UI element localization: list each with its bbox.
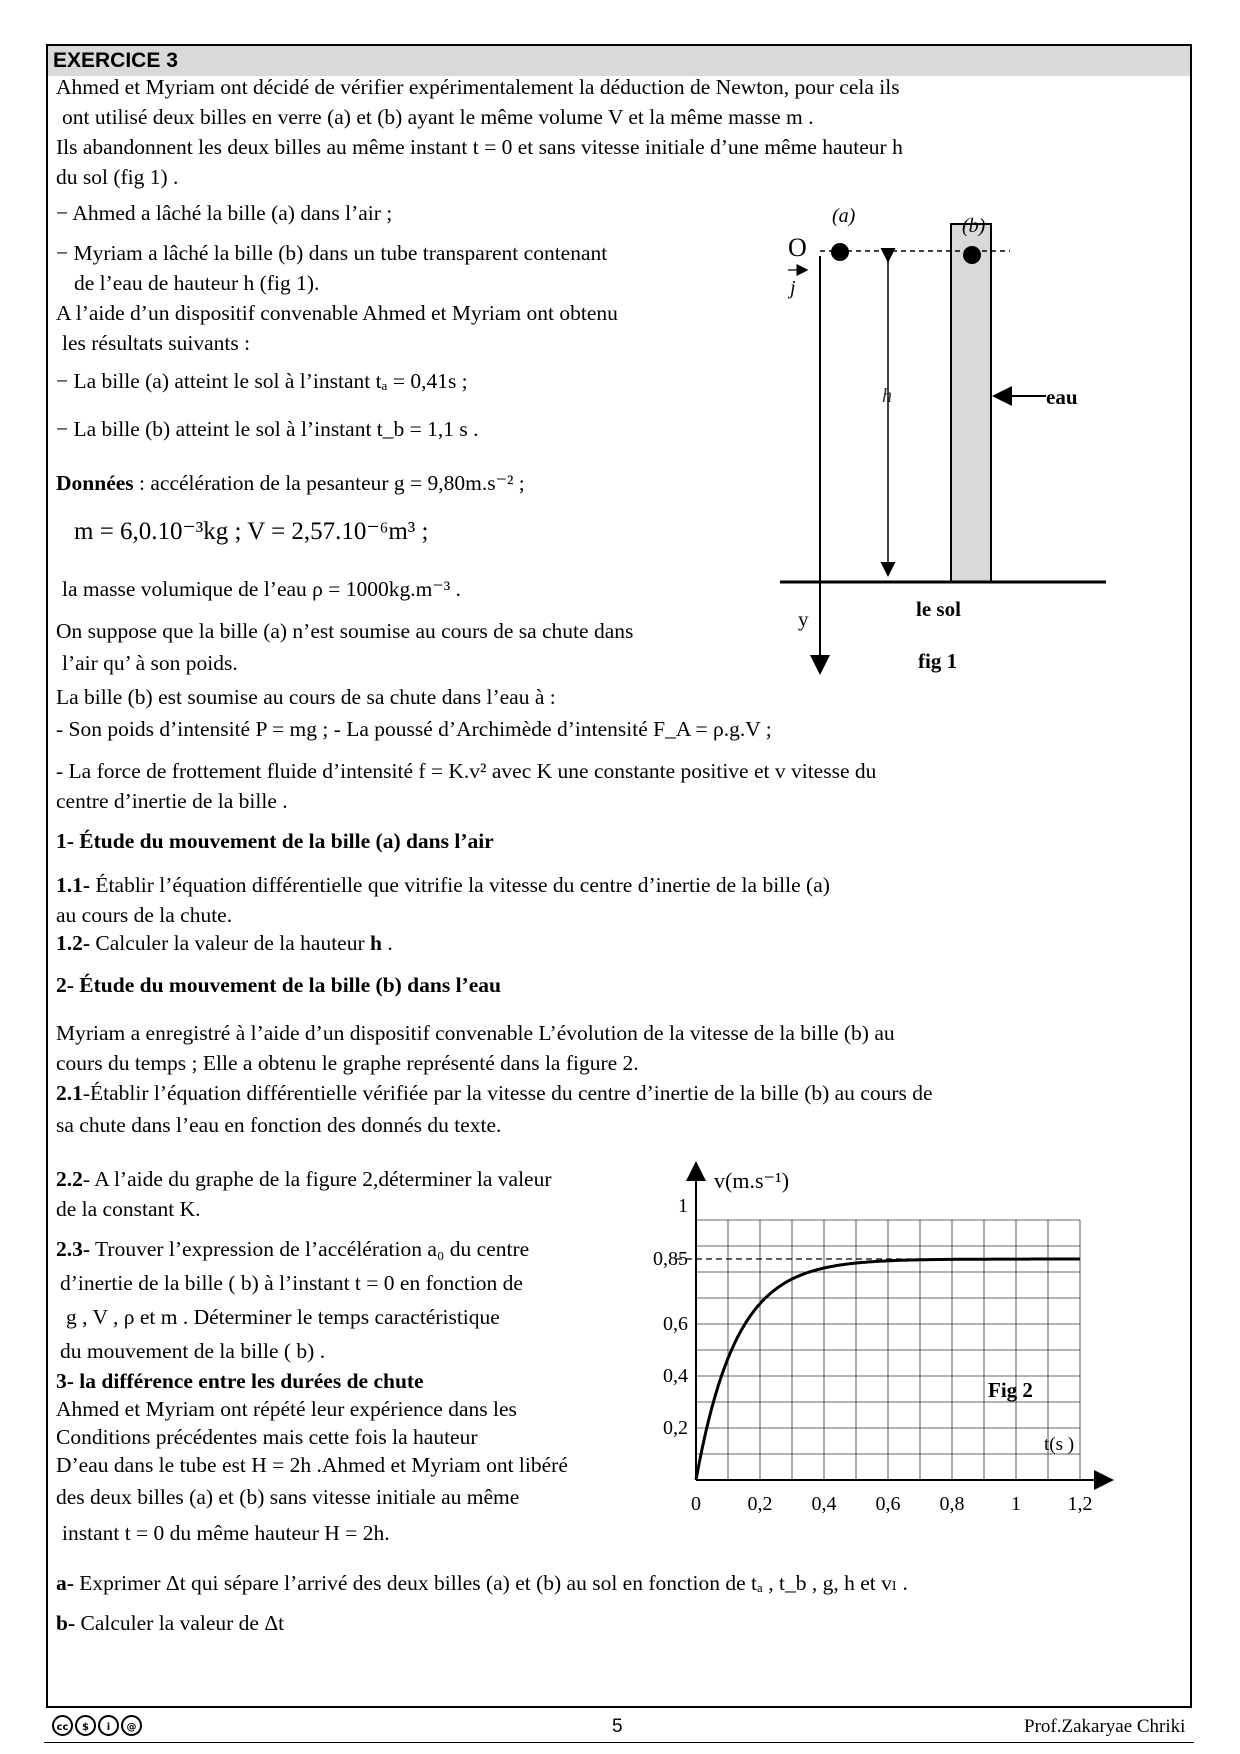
data-rho: la masse volumique de l’eau ρ = 1000kg.m⁻³ . — [62, 577, 461, 601]
q-1-1-line-1 — [56, 872, 830, 899]
section-1-title: 1- Étude du mouvement de la bille (a) dans l’air — [56, 829, 494, 853]
y-tick-label: 0,4 — [663, 1365, 688, 1387]
q-2-1-number: 2.1 — [56, 1081, 83, 1105]
q-2-2-line-1 — [56, 1166, 552, 1193]
intro-line-2: ont utilisé deux billes en verre (a) et (b) ayant le même volume V et la même masse m . — [62, 105, 814, 129]
nc-icon: $ — [75, 1715, 96, 1736]
q-3-a — [56, 1570, 908, 1597]
data-g-text: : accélération de la pesanteur g = 9,80m.s⁻² ; — [133, 471, 525, 495]
water-tube — [951, 224, 991, 582]
section-3-para-5: instant t = 0 du même hauteur H = 2h. — [62, 1521, 390, 1545]
y-axis-label: v(m.s⁻¹) — [714, 1168, 790, 1193]
hyp-line-6: centre d’inertie de la bille . — [56, 789, 288, 813]
q-1-2-end: . — [381, 931, 393, 955]
q-1-1-text: Établir l’équation différentielle que vitrifie la vitesse du centre d’inertie de la bille (a) — [90, 873, 830, 897]
ball-b-label: (b) — [962, 215, 986, 237]
hyp-line-1: On suppose que la bille (a) n’est soumise au cours de sa chute dans — [56, 619, 634, 643]
q-3-a-text: Exprimer Δt qui sépare l’arrivé des deux billes (a) et (b) au sol en fonction de tₐ , t_b , g, h et vₗ . — [73, 1571, 908, 1595]
q-2-3-line-2: d’inertie de la bille ( b) à l’instant t = 0 en fonction de — [60, 1271, 523, 1295]
q-2-3-line-3: g , V , ρ et m . Déterminer le temps caractéristique — [66, 1305, 500, 1329]
intro-line-4: du sol (fig 1) . — [56, 165, 179, 189]
water-label: eau — [1046, 385, 1078, 409]
q-1-2-text: Calculer la valeur de la hauteur — [90, 931, 371, 955]
q-1-2 — [56, 930, 393, 957]
results-line-1: A l’aide d’un dispositif convenable Ahmed et Myriam ont obtenu — [56, 301, 618, 325]
results-line-2: les résultats suivants : — [62, 331, 251, 355]
unit-vector-label: j — [790, 277, 796, 299]
origin-label: O — [788, 233, 807, 262]
y-tick-label: 1 — [678, 1195, 688, 1217]
q-3-a-number: a- — [56, 1571, 74, 1595]
section-2-para-1: Myriam a enregistré à l’aide d’un dispositif convenable L’évolution de la vitesse de la bille (b) au — [56, 1021, 895, 1045]
ball-b — [963, 246, 981, 264]
q-2-2-line-2: de la constant K. — [56, 1197, 201, 1221]
height-label: h — [882, 385, 892, 407]
exercise-header: EXERCICE 3 — [48, 46, 1190, 76]
section-3-para-4: des deux billes (a) et (b) sans vitesse initiale au même — [56, 1485, 520, 1509]
data-g — [56, 470, 525, 497]
x-tick-label: 0,8 — [939, 1493, 965, 1515]
figure-1-caption: fig 1 — [918, 649, 958, 673]
q-1-1-line-2: au cours de la chute. — [56, 903, 233, 927]
page-number: 5 — [612, 1716, 623, 1737]
y-tick-label: 0,6 — [663, 1313, 688, 1335]
x-tick-label: 1 — [1011, 1493, 1021, 1515]
hyp-line-5: - La force de frottement fluide d’intensité f = K.v² avec K une constante positive et v vitesse du — [56, 759, 877, 783]
bullet-b-2: de l’eau de hauteur h (fig 1). — [74, 271, 320, 295]
q-2-1-text: -Établir l’équation différentielle vérifiée par la vitesse du centre d’inertie de la bille (b) au cours de — [82, 1081, 933, 1105]
x-tick-label: 0 — [691, 1493, 701, 1515]
section-3-title: 3- la différence entre les durées de chute — [56, 1369, 424, 1393]
q-3-b — [56, 1610, 284, 1637]
q-2-3-line-4: du mouvement de la bille ( b) . — [60, 1339, 326, 1363]
q-3-b-number: b- — [56, 1611, 76, 1635]
q-2-1-line-1 — [56, 1080, 933, 1107]
q-2-3-text: Trouver l’expression de l’accélération a₀ du centre — [90, 1237, 530, 1261]
footer-rule — [44, 1742, 1194, 1743]
bullet-b-1: − Myriam a lâché la bille (b) dans un tube transparent contenant — [56, 241, 608, 265]
chart-title: Fig 2 — [988, 1377, 1033, 1402]
q-1-2-h: h — [370, 931, 382, 955]
y-axis-label: y — [798, 607, 809, 631]
section-2-title: 2- Étude du mouvement de la bille (b) dans l’eau — [56, 973, 501, 997]
x-axis-label: t(s ) — [1044, 1434, 1075, 1455]
hyp-line-2: l’air qu’ à son poids. — [62, 651, 238, 675]
q-2-2-text: - A l’aide du graphe de la figure 2,déterminer la valeur — [82, 1167, 552, 1191]
data-m-v: m = 6,0.10⁻³kg ; V = 2,57.10⁻⁶m³ ; — [74, 518, 429, 545]
figure-1 — [770, 196, 1130, 686]
hyp-line-3: La bille (b) est soumise au cours de sa chute dans l’eau à : — [56, 685, 556, 709]
x-tick-label: 0,6 — [875, 1493, 901, 1515]
y-tick-label: 0,85 — [653, 1248, 688, 1270]
author: Prof.Zakaryae Chriki — [1024, 1716, 1186, 1737]
x-tick-label: 0,2 — [747, 1493, 773, 1515]
section-3-para-1: Ahmed et Myriam ont répété leur expérience dans les — [56, 1397, 517, 1421]
figure-2-chart — [640, 1150, 1140, 1550]
x-tick-label: 0,4 — [811, 1493, 837, 1515]
q-1-2-number: 1.2- — [56, 931, 91, 955]
q-2-3-line-1 — [56, 1236, 529, 1263]
cc-icon: cc — [52, 1715, 73, 1736]
result-b: − La bille (b) atteint le sol à l’instant t_b = 1,1 s . — [56, 417, 479, 441]
x-tick-label: 1,2 — [1067, 1493, 1093, 1515]
q-2-1-line-2: sa chute dans l’eau en fonction des donnés du texte. — [56, 1113, 502, 1137]
section-2-para-2: cours du temps ; Elle a obtenu le graphe représenté dans la figure 2. — [56, 1051, 639, 1075]
q-2-2-number: 2.2 — [56, 1167, 83, 1191]
by-icon: i — [98, 1715, 119, 1736]
license-icons — [52, 1715, 142, 1736]
intro-line-1: Ahmed et Myriam ont décidé de vérifier expérimentalement la déduction de Newton, pour cela ils — [56, 75, 900, 99]
ground-label: le sol — [916, 597, 961, 621]
q-2-3-number: 2.3- — [56, 1237, 91, 1261]
y-tick-label: 0,2 — [663, 1417, 688, 1439]
q-3-b-text: Calculer la valeur de Δt — [75, 1611, 285, 1635]
intro-line-3: Ils abandonnent les deux billes au même instant t = 0 et sans vitesse initiale d’une même hauteur h — [56, 135, 903, 159]
section-3-para-2: Conditions précédentes mais cette fois la hauteur — [56, 1425, 478, 1449]
result-a: − La bille (a) atteint le sol à l’instant tₐ = 0,41s ; — [56, 369, 468, 393]
ball-a-label: (a) — [832, 205, 856, 227]
data-label: Données — [56, 471, 134, 495]
q-1-1-number: 1.1- — [56, 873, 91, 897]
ball-a — [831, 243, 849, 261]
sa-icon: @ — [121, 1715, 142, 1736]
section-3-para-3: D’eau dans le tube est H = 2h .Ahmed et Myriam ont libéré — [56, 1453, 568, 1477]
hyp-line-4: - Son poids d’intensité P = mg ; - La poussé d’Archimède d’intensité F_A = ρ.g.V ; — [56, 717, 772, 741]
bullet-a: − Ahmed a lâché la bille (a) dans l’air ; — [56, 201, 393, 225]
